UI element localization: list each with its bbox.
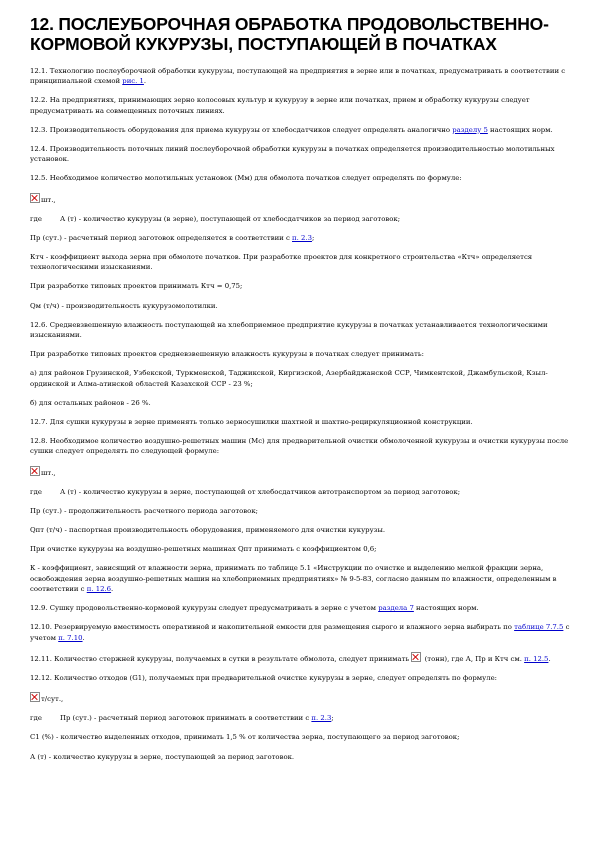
definition-ktch: Ктч - коэффициент выхода зерна при обмолоте початков. При разработке проектов для конкретного строительства «Ктч» определяется технологическими изысканиями. — [30, 253, 533, 272]
link-p-2-3-b[interactable]: п. 2.3 — [311, 714, 332, 723]
page-title: 12. ПОСЛЕУБОРОЧНАЯ ОБРАБОТКА ПРОДОВОЛЬСТВЕННО-КОРМОВОЙ КУКУРУЗЫ, ПОСТУПАЮЩЕЙ В ПОЧАТКАХ — [30, 14, 549, 54]
broken-image-icon — [411, 652, 421, 662]
link-section-7[interactable]: раздела 7 — [378, 604, 414, 613]
broken-image-icon — [30, 692, 40, 702]
link-p-2-3[interactable]: п. 2.3 — [292, 233, 312, 242]
paragraph-12-12: 12.12. Количество отходов (G1), получаемых при предварительной очистке кукурузы в зерне, следует определять по формуле: — [30, 673, 497, 682]
definition-pr: Пр (сут.) - расчетный период заготовок определяется в соответствии с п. 2.3; — [30, 233, 315, 242]
link-p-7-10[interactable]: п. 7.10 — [58, 633, 83, 642]
paragraph-12-6: 12.6. Средневзвешенную влажность поступающей на хлебоприемное предприятие кукурузы в початках устанавливается технологическими изысканиями. — [30, 320, 548, 340]
definition-pr-3: где Пр (сут.) - расчетный период заготовок принимать в соответствии с п. 2.3; — [30, 714, 334, 723]
definition-qm: Qм (т/ч) - производительность кукурузомолотилки. — [30, 301, 218, 310]
definition-a-3: А (т) - количество кукурузы в зерне, поступающей за период заготовок. — [30, 752, 295, 761]
paragraph-12-10: 12.10. Резервируемую вместимость оперативной и накопительной емкости для размещения сырого и влажного зерна выбирать по таблице 7.7.5 с учетом п. 7.10. — [30, 623, 570, 642]
paragraph-humidity-a: а) для районов Грузинской, Узбекской, Туркменской, Таджикской, Киргизской, Азербайджанской ССР, Чимкентской, Джамбульской, Кзыл-ординской и Алма-атинской областей Казахской ССР - 23 %; — [30, 369, 548, 388]
paragraph-qpt-coef: При очистке кукурузы на воздушно-решетных машинах Qпт принимать с коэффициентом 0,6; — [30, 545, 377, 554]
paragraph-12-8: 12.8. Необходимое количество воздушно-решетных машин (Мс) для предварительной очистки обмолоченной кукурузы и очистки кукурузы после сушки следует определять по следующей формуле: — [30, 437, 569, 456]
document-page — [30, 14, 570, 771]
definition-c1: С1 (%) - количество выделенных отходов, принимать 1,5 % от количества зерна, поступающего за период заготовок; — [30, 733, 460, 742]
definition-qpt: Qпт (т/ч) - паспортная производительность оборудования, применяемого для очистки кукурузы. — [30, 526, 386, 535]
paragraph-humidity-intro: При разработке типовых проектов средневзвешенную влажность кукурузы в початках следует принимать: — [30, 350, 424, 359]
paragraph-12-9: 12.9. Сушку продовольственно-кормовой кукурузы следует предусматривать в зерне с учетом раздела 7 настоящих норм. — [30, 604, 479, 613]
paragraph-12-4: 12.4. Производительность поточных линий послеуборочной обработки кукурузы в початках определяется производительностью молотильных установок. — [30, 145, 555, 164]
paragraph-12-5: 12.5. Необходимое количество молотильных установок (Мм) для обмолота початков следует определять по формуле: — [30, 174, 462, 183]
paragraph-humidity-b: б) для остальных районов - 26 %. — [30, 398, 151, 407]
paragraph-12-7: 12.7. Для сушки кукурузы в зерне применять только зерносушилки шахтной и шахтно-рециркуляционной конструкции. — [30, 418, 473, 427]
paragraph-12-11: 12.11. Количество стержней кукурузы, получаемых в сутки в результате обмолота, следует принимать (тонн), где А, Пр и Ктч см. п. 12.5. — [30, 652, 570, 664]
formula-1: шт., — [30, 193, 570, 205]
formula-3: т/сут., — [30, 692, 570, 704]
paragraph-ktch-value: При разработке типовых проектов принимать Ктч = 0,75; — [30, 282, 243, 291]
broken-image-icon — [30, 193, 40, 203]
definition-a-2: где А (т) - количество кукурузы в зерне, поступающей от хлебосдатчиков автотранспортом за период заготовок; — [30, 487, 461, 496]
definition-a: где А (т) - количество кукурузы (в зерне), поступающей от хлебосдатчиков за период заготовок; — [30, 214, 401, 223]
definition-k: К - коэффициент, зависящий от влажности зерна, принимать по таблице 5.1 «Инструкции по очистке и выделению мелкой фракции зерна, освобождения зерна воздушно-решетных машин на хлебоприемных предприятиях» № 9-5-83, согласно данным по влажности, определенным в соответствии с п. 12.6. — [30, 564, 557, 593]
definition-pr-2: Пр (сут.) - продолжительность расчетного периода заготовок; — [30, 506, 258, 515]
link-table-7-7-5[interactable]: таблице 7.7.5 — [514, 623, 564, 632]
paragraph-12-3: 12.3. Производительность оборудования для приема кукурузы от хлебосдатчиков следует определять аналогично разделу 5 настоящих норм. — [30, 125, 553, 134]
paragraph-12-1: 12.1. Технологию послеуборочной обработки кукурузы, поступающей на предприятия в зерне или в початках, предусматривать в соответствии с принципиальной схемой рис. 1. — [30, 67, 566, 86]
broken-image-icon — [30, 466, 40, 476]
link-fig-1[interactable]: рис. 1 — [122, 77, 144, 86]
link-p-12-6[interactable]: п. 12.6 — [86, 584, 112, 593]
link-p-12-5[interactable]: п. 12.5 — [524, 654, 549, 663]
paragraph-12-2: 12.2. На предприятиях, принимающих зерно колосовых культур и кукурузу в зерне или початках, прием и обработку кукурузы следует предусматривать на совмещенных поточных линиях. — [30, 96, 530, 115]
formula-2: шт., — [30, 466, 570, 478]
link-section-5[interactable]: разделу 5 — [452, 125, 488, 134]
